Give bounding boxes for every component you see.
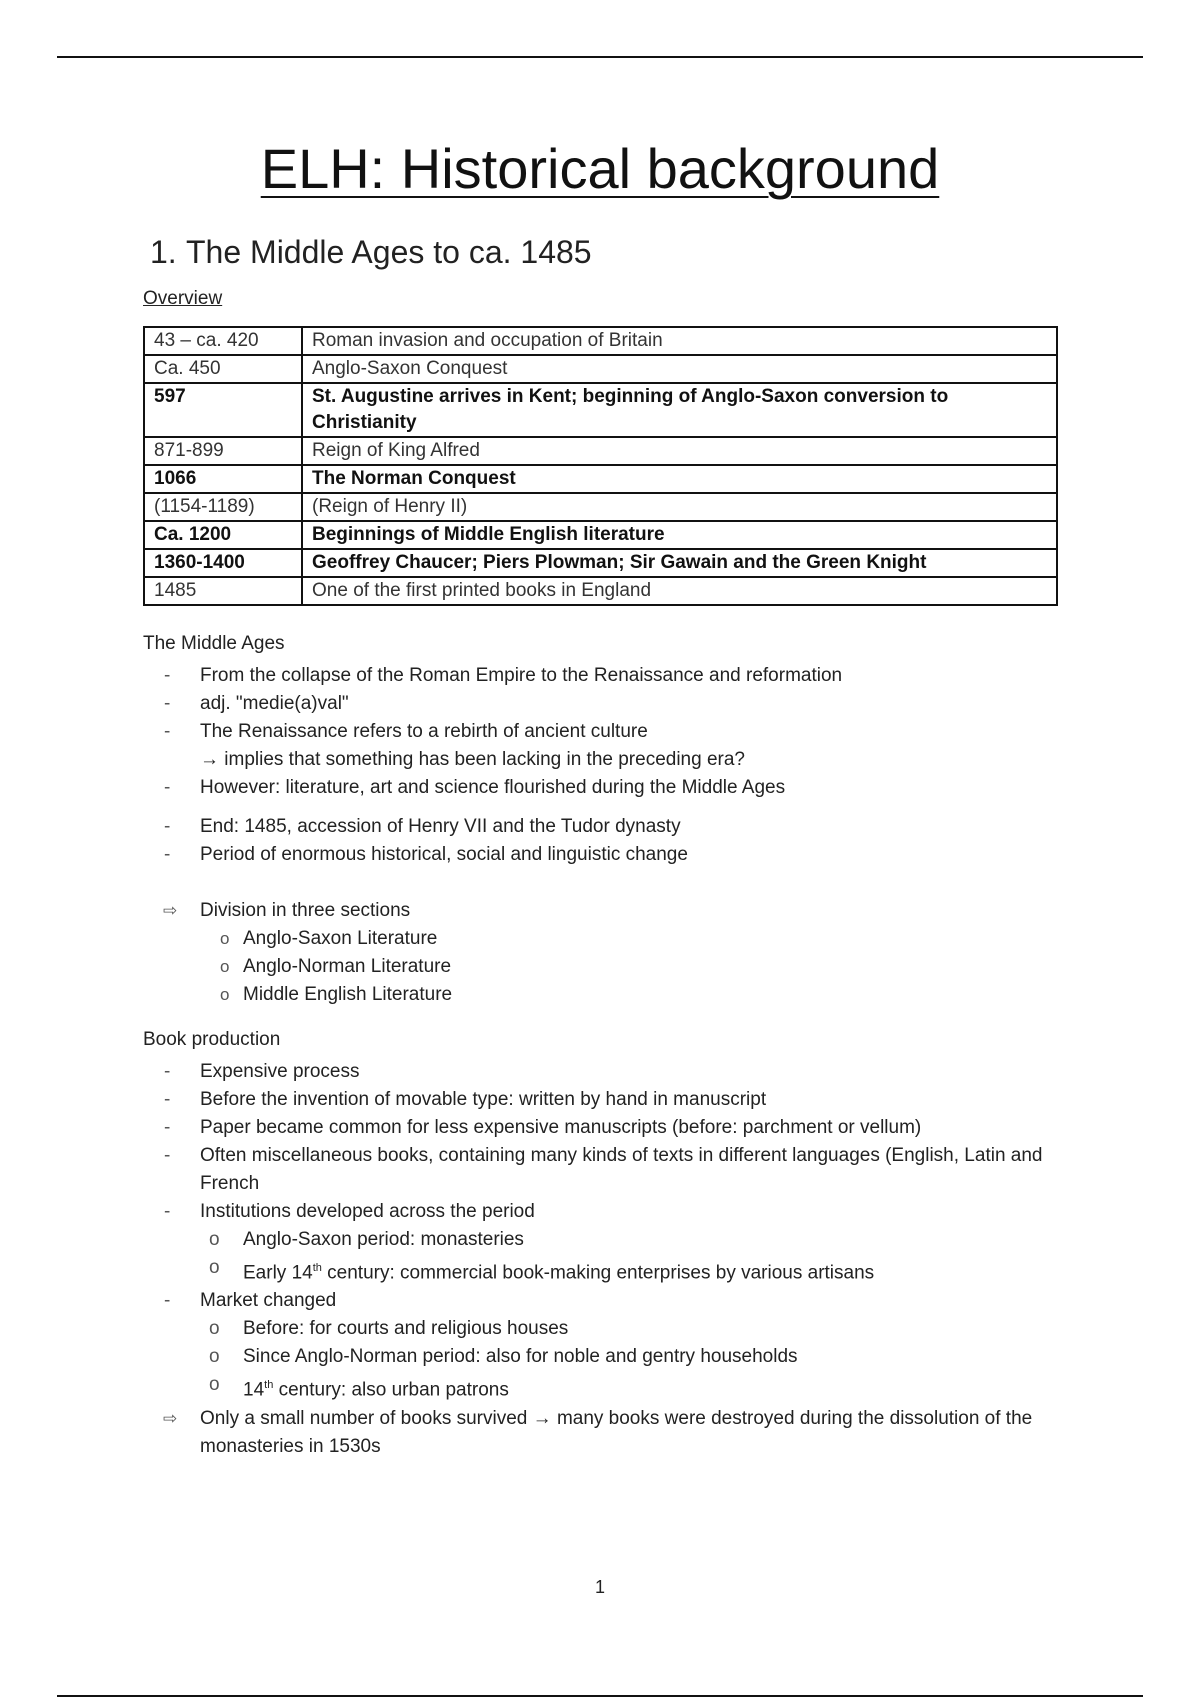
overview-label: Overview (143, 288, 223, 309)
division-item: ⇨ Division in three sections o Anglo-Saxon Literature o Anglo-Norman Literature o Middle English Literature (143, 897, 1058, 1009)
document-body (143, 285, 1058, 1461)
hollow-arrow-icon: ⇨ (163, 901, 178, 920)
dash-bullet-icon: - (164, 816, 171, 837)
list-item: - Market changed o Before: for courts and religious houses o Since Anglo-Norman period: also for noble and gentry households o 14th century: also urban patrons (143, 1287, 1058, 1404)
dash-bullet-icon: - (164, 1061, 171, 1082)
timeline-date: 597 (144, 383, 302, 437)
dash-bullet-icon: - (164, 665, 171, 686)
section-heading (150, 232, 592, 272)
timeline-date: 871-899 (144, 437, 302, 465)
document-title: ELH: Historical background (260, 137, 940, 200)
dash-bullet-icon: - (164, 1145, 171, 1166)
spacer (143, 802, 1058, 813)
survival-item: ⇨ Only a small number of books survived → many books were destroyed during the dissolution of the monasteries in 1530s (143, 1405, 1058, 1461)
hollow-arrow-icon: ⇨ (163, 1408, 178, 1428)
list-item: - However: literature, art and science flourished during the Middle Ages (143, 774, 1058, 802)
header-rule (57, 56, 1143, 58)
circle-bullet-icon: o (220, 957, 230, 976)
right-arrow-icon: → (532, 1407, 552, 1429)
timeline-event: (Reign of Henry II) (302, 493, 1057, 521)
right-arrow-icon: → (200, 749, 219, 770)
list-item: - End: 1485, accession of Henry VII and the Tudor dynasty (143, 813, 1058, 841)
list-item: - Period of enormous historical, social and linguistic change (143, 841, 1058, 869)
list-item: - Expensive process (143, 1058, 1058, 1086)
book-production-heading: Book production (143, 1029, 281, 1050)
timeline-row (144, 355, 1057, 383)
circle-bullet-icon: o (209, 1229, 220, 1250)
timeline-event: The Norman Conquest (302, 465, 1057, 493)
timeline-row (144, 521, 1057, 549)
timeline-row (144, 383, 1057, 437)
section-number: 1. (150, 234, 177, 270)
timeline-date: 1485 (144, 577, 302, 605)
dash-bullet-icon: - (164, 1089, 171, 1110)
timeline-date: 43 – ca. 420 (144, 327, 302, 355)
timeline-event: Geoffrey Chaucer; Piers Plowman; Sir Gawain and the Green Knight (302, 549, 1057, 577)
dash-bullet-icon: - (164, 1117, 171, 1138)
footer-rule (57, 1695, 1143, 1697)
sub-list-item: o Early 14th century: commercial book-making enterprises by various artisans (200, 1254, 1058, 1287)
timeline-event: One of the first printed books in England (302, 577, 1057, 605)
timeline-date: 1360-1400 (144, 549, 302, 577)
timeline-event: Anglo-Saxon Conquest (302, 355, 1057, 383)
section-title: The Middle Ages to ca. 1485 (186, 234, 592, 270)
page-number: 1 (594, 1577, 605, 1597)
dash-bullet-icon: - (164, 693, 171, 714)
sub-list-item: o Anglo-Saxon Literature (200, 925, 1058, 953)
timeline-date: 1066 (144, 465, 302, 493)
timeline-event: Roman invasion and occupation of Britain (302, 327, 1057, 355)
sub-list-item: o 14th century: also urban patrons (200, 1371, 1058, 1404)
list-item: - Paper became common for less expensive manuscripts (before: parchment or vellum) (143, 1114, 1058, 1142)
institutions-sublist (200, 1226, 1058, 1287)
timeline-date: Ca. 450 (144, 355, 302, 383)
list-item: - Institutions developed across the period o Anglo-Saxon period: monasteries o Early 14th century: commercial book-making enterprises by various artisans (143, 1198, 1058, 1287)
timeline-date: Ca. 1200 (144, 521, 302, 549)
division-sublist (200, 925, 1058, 1009)
dash-bullet-icon: - (164, 777, 171, 798)
timeline-row (144, 437, 1057, 465)
timeline-event: Beginnings of Middle English literature (302, 521, 1057, 549)
timeline-row (144, 465, 1057, 493)
timeline-row (144, 549, 1057, 577)
timeline-event: St. Augustine arrives in Kent; beginning of Anglo-Saxon conversion to Christianity (302, 383, 1057, 437)
sub-list-item: o Middle English Literature (200, 981, 1058, 1009)
circle-bullet-icon: o (209, 1374, 220, 1396)
middle-ages-heading: The Middle Ages (143, 633, 285, 654)
timeline-row (144, 327, 1057, 355)
circle-bullet-icon: o (209, 1346, 220, 1368)
circle-bullet-icon: o (209, 1318, 220, 1340)
renaissance-note: implies that something has been lacking in the preceding era? (224, 749, 745, 770)
sub-list-item: o Anglo-Saxon period: monasteries (200, 1226, 1058, 1254)
list-item: - adj. "medie(a)val" (143, 690, 1058, 718)
sub-list-item: o Since Anglo-Norman period: also for noble and gentry households (200, 1343, 1058, 1371)
timeline-table (143, 326, 1058, 606)
sub-list-item: o Anglo-Norman Literature (200, 953, 1058, 981)
list-item: - Before the invention of movable type: written by hand in manuscript (143, 1086, 1058, 1114)
list-item: - The Renaissance refers to a rebirth of ancient culture → implies that something has been lacking in the preceding era? (143, 718, 1058, 774)
timeline-date: (1154-1189) (144, 493, 302, 521)
circle-bullet-icon: o (220, 929, 230, 948)
dash-bullet-icon: - (164, 1201, 171, 1222)
list-item: - Often miscellaneous books, containing many kinds of texts in different languages (English, Latin and French (143, 1142, 1058, 1198)
sub-list-item: o Before: for courts and religious houses (200, 1315, 1058, 1343)
dash-bullet-icon: - (164, 1290, 171, 1312)
timeline-row (144, 493, 1057, 521)
spacer (143, 869, 1058, 897)
book-production-list (143, 1058, 1058, 1461)
circle-bullet-icon: o (209, 1257, 220, 1278)
list-item: - From the collapse of the Roman Empire to the Renaissance and reformation (143, 662, 1058, 690)
timeline-event: Reign of King Alfred (302, 437, 1057, 465)
timeline-row (144, 577, 1057, 605)
circle-bullet-icon: o (220, 985, 230, 1004)
market-sublist (200, 1315, 1058, 1404)
middle-ages-list (143, 662, 1058, 1009)
dash-bullet-icon: - (164, 844, 171, 865)
dash-bullet-icon: - (164, 721, 171, 742)
